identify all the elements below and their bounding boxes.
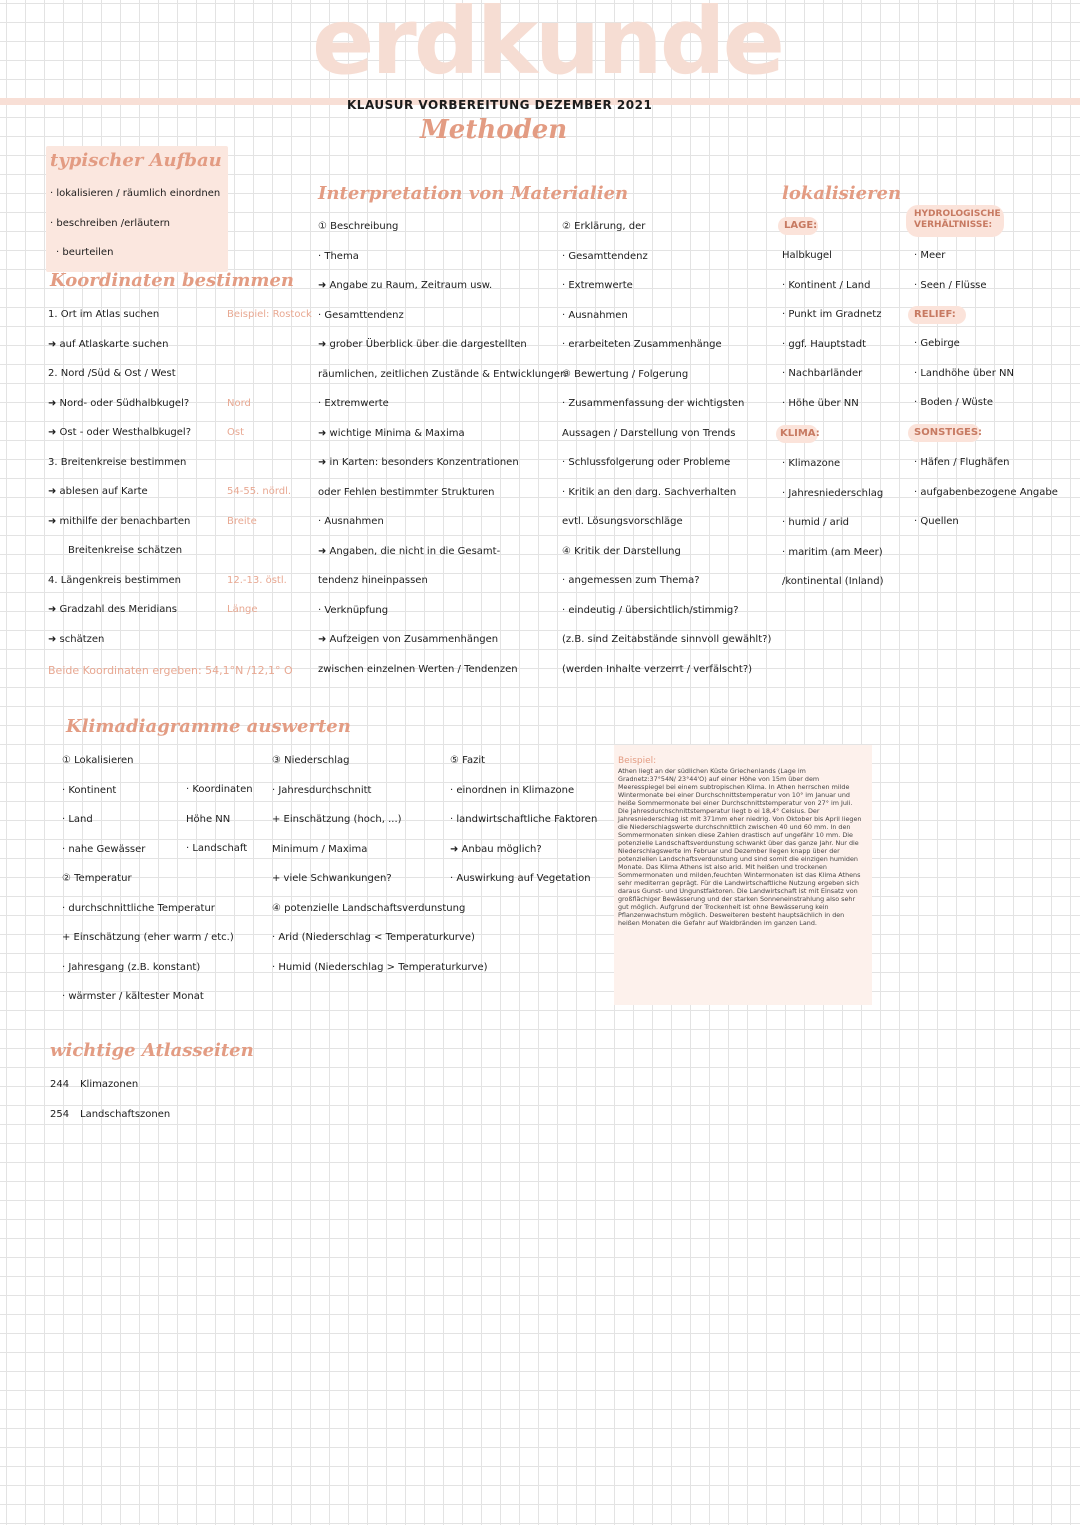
- interpretation-item: · Extremwerte: [562, 280, 633, 291]
- lage-item: · Punkt im Gradnetz: [782, 309, 882, 320]
- klimadiagramm-item: · Land: [62, 814, 93, 825]
- klimadiagramm-item: ② Temperatur: [62, 873, 132, 884]
- klimadiagramm-item: + Einschätzung (eher warm / etc.): [62, 932, 234, 943]
- klima-label: KLIMA:: [780, 428, 820, 439]
- klimadiagramm-item: · wärmster / kältester Monat: [62, 991, 204, 1002]
- koordinaten-note: 54-55. nördl.: [227, 486, 292, 497]
- interpretation-item: ➜ grober Überblick über die dargestellten: [318, 339, 527, 350]
- interpretation-item: ➜ Angabe zu Raum, Zeitraum usw.: [318, 280, 493, 291]
- klima-item: · Klimazone: [782, 458, 841, 469]
- lage-item: Halbkugel: [782, 250, 832, 261]
- koordinaten-note: 12.-13. östl.: [227, 574, 287, 586]
- interpretation-item: evtl. Lösungsvorschläge: [562, 516, 683, 527]
- interpretation-item: · Ausnahmen: [562, 309, 628, 321]
- interpretation-item: (werden Inhalte verzerrt / verfälscht?): [562, 663, 753, 675]
- koordinaten-step: ➜ mithilfe der benachbarten: [48, 515, 191, 527]
- interpretation-item: · Thema: [318, 250, 359, 262]
- sonstiges-item: · Häfen / Flughäfen: [914, 457, 1010, 468]
- koordinaten-step: 1. Ort im Atlas suchen: [48, 309, 160, 320]
- interpretation-item: · Gesamttendenz: [318, 309, 404, 321]
- klimadiagramm-item: · Jahresdurchschnitt: [272, 784, 372, 796]
- interpretation-item: ➜ Aufzeigen von Zusammenhängen: [318, 634, 499, 645]
- koordinaten-step: ➜ auf Atlaskarte suchen: [48, 338, 169, 350]
- interpretation-item: · Gesamttendenz: [562, 250, 648, 262]
- koordinaten-result: Beide Koordinaten ergeben: 54,1°N /12,1° O: [48, 664, 293, 677]
- interpretation-item: · erarbeiteten Zusammenhänge: [562, 339, 722, 350]
- interpretation-item: ③ Bewertung / Folgerung: [562, 368, 689, 380]
- klimadiagramm-item: + Einschätzung (hoch, ...): [272, 814, 402, 825]
- interpretation-item: ➜ in Karten: besonders Konzentrationen: [318, 457, 519, 468]
- koordinaten-step: ➜ ablesen auf Karte: [48, 486, 148, 497]
- relief-label: RELIEF:: [914, 309, 956, 320]
- klimadiagramm-item: · Landschaft: [186, 843, 248, 854]
- list-item: · lokalisieren / räumlich einordnen: [50, 188, 221, 199]
- interpretation-item: räumlichen, zeitlichen Zustände & Entwicklungen: [318, 368, 567, 380]
- klimadiagramm-item: · Humid (Niederschlag > Temperaturkurve): [272, 961, 488, 973]
- typischer-aufbau-heading: typischer Aufbau: [50, 150, 222, 171]
- koordinaten-step: ➜ Gradzahl des Meridians: [48, 604, 177, 615]
- klimadiagramm-item: Minimum / Maxima: [272, 843, 368, 855]
- klimadiagramm-item: ③ Niederschlag: [272, 755, 350, 766]
- interpretation-item: tendenz hineinpassen: [318, 575, 428, 586]
- interpretation-item: ① Beschreibung: [318, 221, 399, 232]
- koordinaten-note: Länge: [227, 604, 258, 615]
- atlas-page-number: 254: [50, 1109, 70, 1120]
- interpretation-item: ➜ wichtige Minima & Maxima: [318, 427, 465, 439]
- interpretation-item: zwischen einzelnen Werten / Tendenzen: [318, 663, 518, 675]
- interpretation-item: · Extremwerte: [318, 398, 389, 409]
- klimadiagramm-item: · Arid (Niederschlag < Temperaturkurve): [272, 932, 475, 943]
- sonstiges-item: · aufgabenbezogene Angabe: [914, 486, 1058, 498]
- relief-item: · Gebirge: [914, 338, 960, 349]
- hydro-label: HYDROLOGISCHE VERHÄLTNISSE:: [914, 209, 1001, 230]
- lage-label: LAGE:: [784, 220, 818, 231]
- interpretation-item: · Kritik an den darg. Sachverhalten: [562, 486, 737, 498]
- klimadiagramm-item: · landwirtschaftliche Faktoren: [450, 814, 598, 825]
- hydro-item: · Seen / Flüsse: [914, 279, 987, 291]
- relief-item: · Landhöhe über NN: [914, 367, 1014, 379]
- lage-item: · ggf. Hauptstadt: [782, 338, 866, 350]
- lokalisieren-heading: lokalisieren: [782, 183, 902, 204]
- lage-item: · Höhe über NN: [782, 397, 859, 409]
- klimadiagramm-item: · Jahresgang (z.B. konstant): [62, 961, 201, 973]
- interpretation-item: · eindeutig / übersichtlich/stimmig?: [562, 604, 739, 616]
- page-subtitle: KLAUSUR VORBEREITUNG DEZEMBER 2021: [347, 98, 653, 112]
- atlasseiten-heading: wichtige Atlasseiten: [50, 1040, 254, 1061]
- klimadiagramm-item: ⑤ Fazit: [450, 755, 486, 766]
- interpretation-item: ④ Kritik der Darstellung: [562, 545, 681, 557]
- interpretation-item: ➜ Angaben, die nicht in die Gesamt-: [318, 545, 501, 557]
- interpretation-item: oder Fehlen bestimmter Strukturen: [318, 486, 495, 498]
- klimadiagramm-item: + viele Schwankungen?: [272, 873, 392, 884]
- klimadiagramm-item: ① Lokalisieren: [62, 755, 134, 766]
- relief-item: · Boden / Wüste: [914, 397, 994, 408]
- koordinaten-note: Nord: [227, 397, 251, 409]
- koordinaten-step: ➜ Ost - oder Westhalbkugel?: [48, 427, 192, 438]
- klimadiagramm-item: · einordnen in Klimazone: [450, 784, 575, 796]
- list-item: · beschreiben /erläutern: [50, 218, 170, 229]
- klima-item: · Jahresniederschlag: [782, 487, 884, 499]
- klimadiagramm-item: · Auswirkung auf Vegetation: [450, 873, 591, 884]
- klimadiagramme-heading: Klimadiagramme auswerten: [66, 716, 351, 737]
- koordinaten-step: Breitenkreise schätzen: [68, 545, 183, 556]
- klimadiagramm-item: · nahe Gewässer: [62, 843, 146, 855]
- koordinaten-note: Beispiel: Rostock: [227, 309, 312, 320]
- klima-item: · maritim (am Meer): [782, 546, 883, 558]
- interpretation-heading: Interpretation von Materialien: [318, 183, 629, 204]
- interpretation-item: ② Erklärung, der: [562, 221, 646, 232]
- klimadiagramm-item: ④ potenzielle Landschaftsverdunstung: [272, 902, 466, 914]
- hydro-item: · Meer: [914, 250, 946, 261]
- koordinaten-step: 2. Nord /Süd & Ost / West: [48, 368, 176, 379]
- lage-item: · Kontinent / Land: [782, 279, 871, 291]
- beispiel-label: Beispiel:: [618, 756, 657, 766]
- beispiel-text-block: [618, 756, 862, 927]
- koordinaten-step: ➜ Nord- oder Südhalbkugel?: [48, 397, 190, 409]
- list-item: · beurteilen: [56, 247, 114, 258]
- interpretation-item: · Verknüpfung: [318, 604, 389, 616]
- sonstiges-label: SONSTIGES:: [914, 427, 983, 438]
- klimadiagramm-item: ➜ Anbau möglich?: [450, 843, 542, 855]
- interpretation-item: · Ausnahmen: [318, 516, 384, 527]
- atlas-page-number: 244: [50, 1079, 70, 1090]
- klimadiagramm-item: Höhe NN: [186, 813, 231, 825]
- interpretation-item: · angemessen zum Thema?: [562, 575, 700, 586]
- atlas-page-topic: Klimazonen: [80, 1079, 139, 1090]
- koordinaten-heading: Koordinaten bestimmen: [50, 270, 294, 291]
- atlas-page-topic: Landschaftszonen: [80, 1109, 171, 1120]
- koordinaten-step: 4. Längenkreis bestimmen: [48, 574, 181, 586]
- interpretation-item: (z.B. sind Zeitabstände sinnvoll gewählt?): [562, 634, 772, 645]
- koordinaten-note: Ost: [227, 427, 245, 438]
- klimadiagramm-item: · durchschnittliche Temperatur: [62, 902, 215, 914]
- sonstiges-item: · Quellen: [914, 516, 959, 527]
- koordinaten-step: ➜ schätzen: [48, 633, 105, 645]
- page-title: Methoden: [420, 115, 568, 145]
- klima-item: · humid / arid: [782, 517, 849, 528]
- koordinaten-step: 3. Breitenkreise bestimmen: [48, 456, 187, 468]
- klima-item: /kontinental (Inland): [782, 576, 884, 587]
- watermark-title: erdkunde: [312, 0, 783, 95]
- koordinaten-note: Breite: [227, 515, 257, 527]
- interpretation-item: Aussagen / Darstellung von Trends: [562, 427, 736, 439]
- klimadiagramm-item: · Kontinent: [62, 784, 117, 796]
- lage-item: · Nachbarländer: [782, 368, 863, 379]
- interpretation-item: · Schlussfolgerung oder Probleme: [562, 457, 731, 468]
- klimadiagramm-item: · Koordinaten: [186, 784, 253, 795]
- interpretation-item: · Zusammenfassung der wichtigsten: [562, 398, 745, 409]
- beispiel-text: Athen liegt an der südlichen Küste Griechenlands (Lage im Gradnetz:37°54N/ 23°44'O) auf einer Höhe von 15m über dem Meeresspiegel bei einem subtropischen Klima. In Athen herrschen milde Wintermonate bei einer Durchschnittstemperatur von 10° im Januar und heiße Sommermonate bei einer Durchschnittstemperatur von 27° im Juli. Die Jahresdurchschnittstemperatur liegt b ei 18,4° Celsius. Der Jahresniederschlag ist mit 371mm eher niedrig. Von Oktober bis April liegen die Niederschlagswerte durchschnittlich zwischen 40 und 60 mm. In den Sommermonaten sinken diese Zahlen drastisch auf ungefähr 10 mm. Die potenzielle Landschaftsverdunstung schwankt über das ganze Jahr. Nur die Niederschlagswerte im Februar und Dezember liegen knapp über der potenziellen Landschaftsverdunstung und sind somit die einzigen humiden Monate. Das Klima Athens ist also arid. Mit heißen und trockenen Sommermonaten und milden,feuchten Wintermonaten ist das Klima Athens sehr mediterran geprägt. Für die Landwirtschaftliche Nutzung ergeben sich daraus Gunst- und Ungunstfaktoren. Die Landwirtschaft ist mit Einsatz von großflächiger Bewässerung und der starken Sonneneinstrahlung also sehr gut möglich. Aufgrund der Trockenheit ist ohne Bewässerung kein Pflanzenwachstum möglich. Desweiteren besteht hauptsächlich in den heißen Monaten die Gefahr auf Waldbränden im ganzen Land.: [618, 767, 862, 927]
